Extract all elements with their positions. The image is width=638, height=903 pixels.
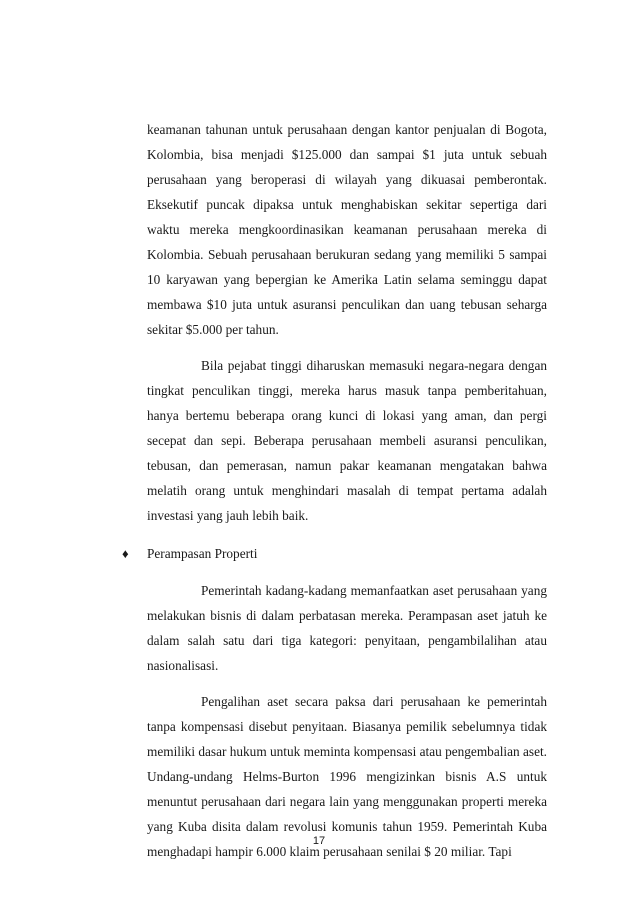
paragraph-executive-travel-advice: Bila pejabat tinggi diharuskan memasuki negara-negara dengan tingkat penculikan tinggi, mereka harus masuk tanpa pemberitahuan, hanya bertemu beberapa orang kunci di lokasi yang aman, dan pergi secepat dan sepi. Beberapa perusahaan membeli asuransi penculikan, tebusan, dan pemerasan, namun pakar keamanan mengatakan bahwa melatih orang untuk menghindari masalah di tempat pertama adalah investasi yang jauh lebih baik. — [147, 358, 547, 523]
paragraph-confiscation-definition: Pengalihan aset secara paksa dari perusahaan ke pemerintah tanpa kompensasi disebut penyitaan. Biasanya pemilik sebelumnya tidak memiliki dasar hukum untuk meminta kompensasi atau pengembalian aset. Undang-undang Helms-Burton 1996 mengizinkan bisnis A.S untuk menuntut perusahaan dari negara lain yang menggunakan properti mereka yang Kuba disita dalam revolusi komunis tahun 1959. Pemerintah Kuba menghadapi hampir 6.000 klaim perusahaan senilai $ 20 miliar. Tapi — [147, 694, 547, 859]
paragraph-asset-seizure-intro: Pemerintah kadang-kadang memanfaatkan aset perusahaan yang melakukan bisnis di dalam perbatasan mereka. Perampasan aset jatuh ke dalam salah satu dari tiga kategori: penyitaan, pengambilalihan atau nasionalisasi. — [147, 583, 547, 673]
page-number: 17 — [312, 835, 326, 847]
paragraph-kidnap-insurance-costs: keamanan tahunan untuk perusahaan dengan kantor penjualan di Bogota, Kolombia, bisa menjadi $125.000 dan sampai $1 juta untuk sebuah perusahaan yang beroperasi di wilayah yang dikuasai pemberontak. Eksekutif puncak dipaksa untuk menghabiskan sekitar sepertiga dari waktu mereka mengkoordinasikan keamanan perusahaan mereka di Kolombia. Sebuah perusahaan berukuran sedang yang memiliki 5 sampai 10 karyawan yang bepergian ke Amerika Latin selama seminggu dapat membawa $10 juta untuk asuransi penculikan dan uang tebusan seharga sekitar $5.000 per tahun. — [147, 122, 547, 337]
page-body — [122, 117, 547, 864]
section-heading — [122, 541, 547, 566]
diamond-bullet-icon: ♦ — [122, 546, 129, 561]
section-heading-title: Perampasan Properti — [147, 546, 258, 561]
